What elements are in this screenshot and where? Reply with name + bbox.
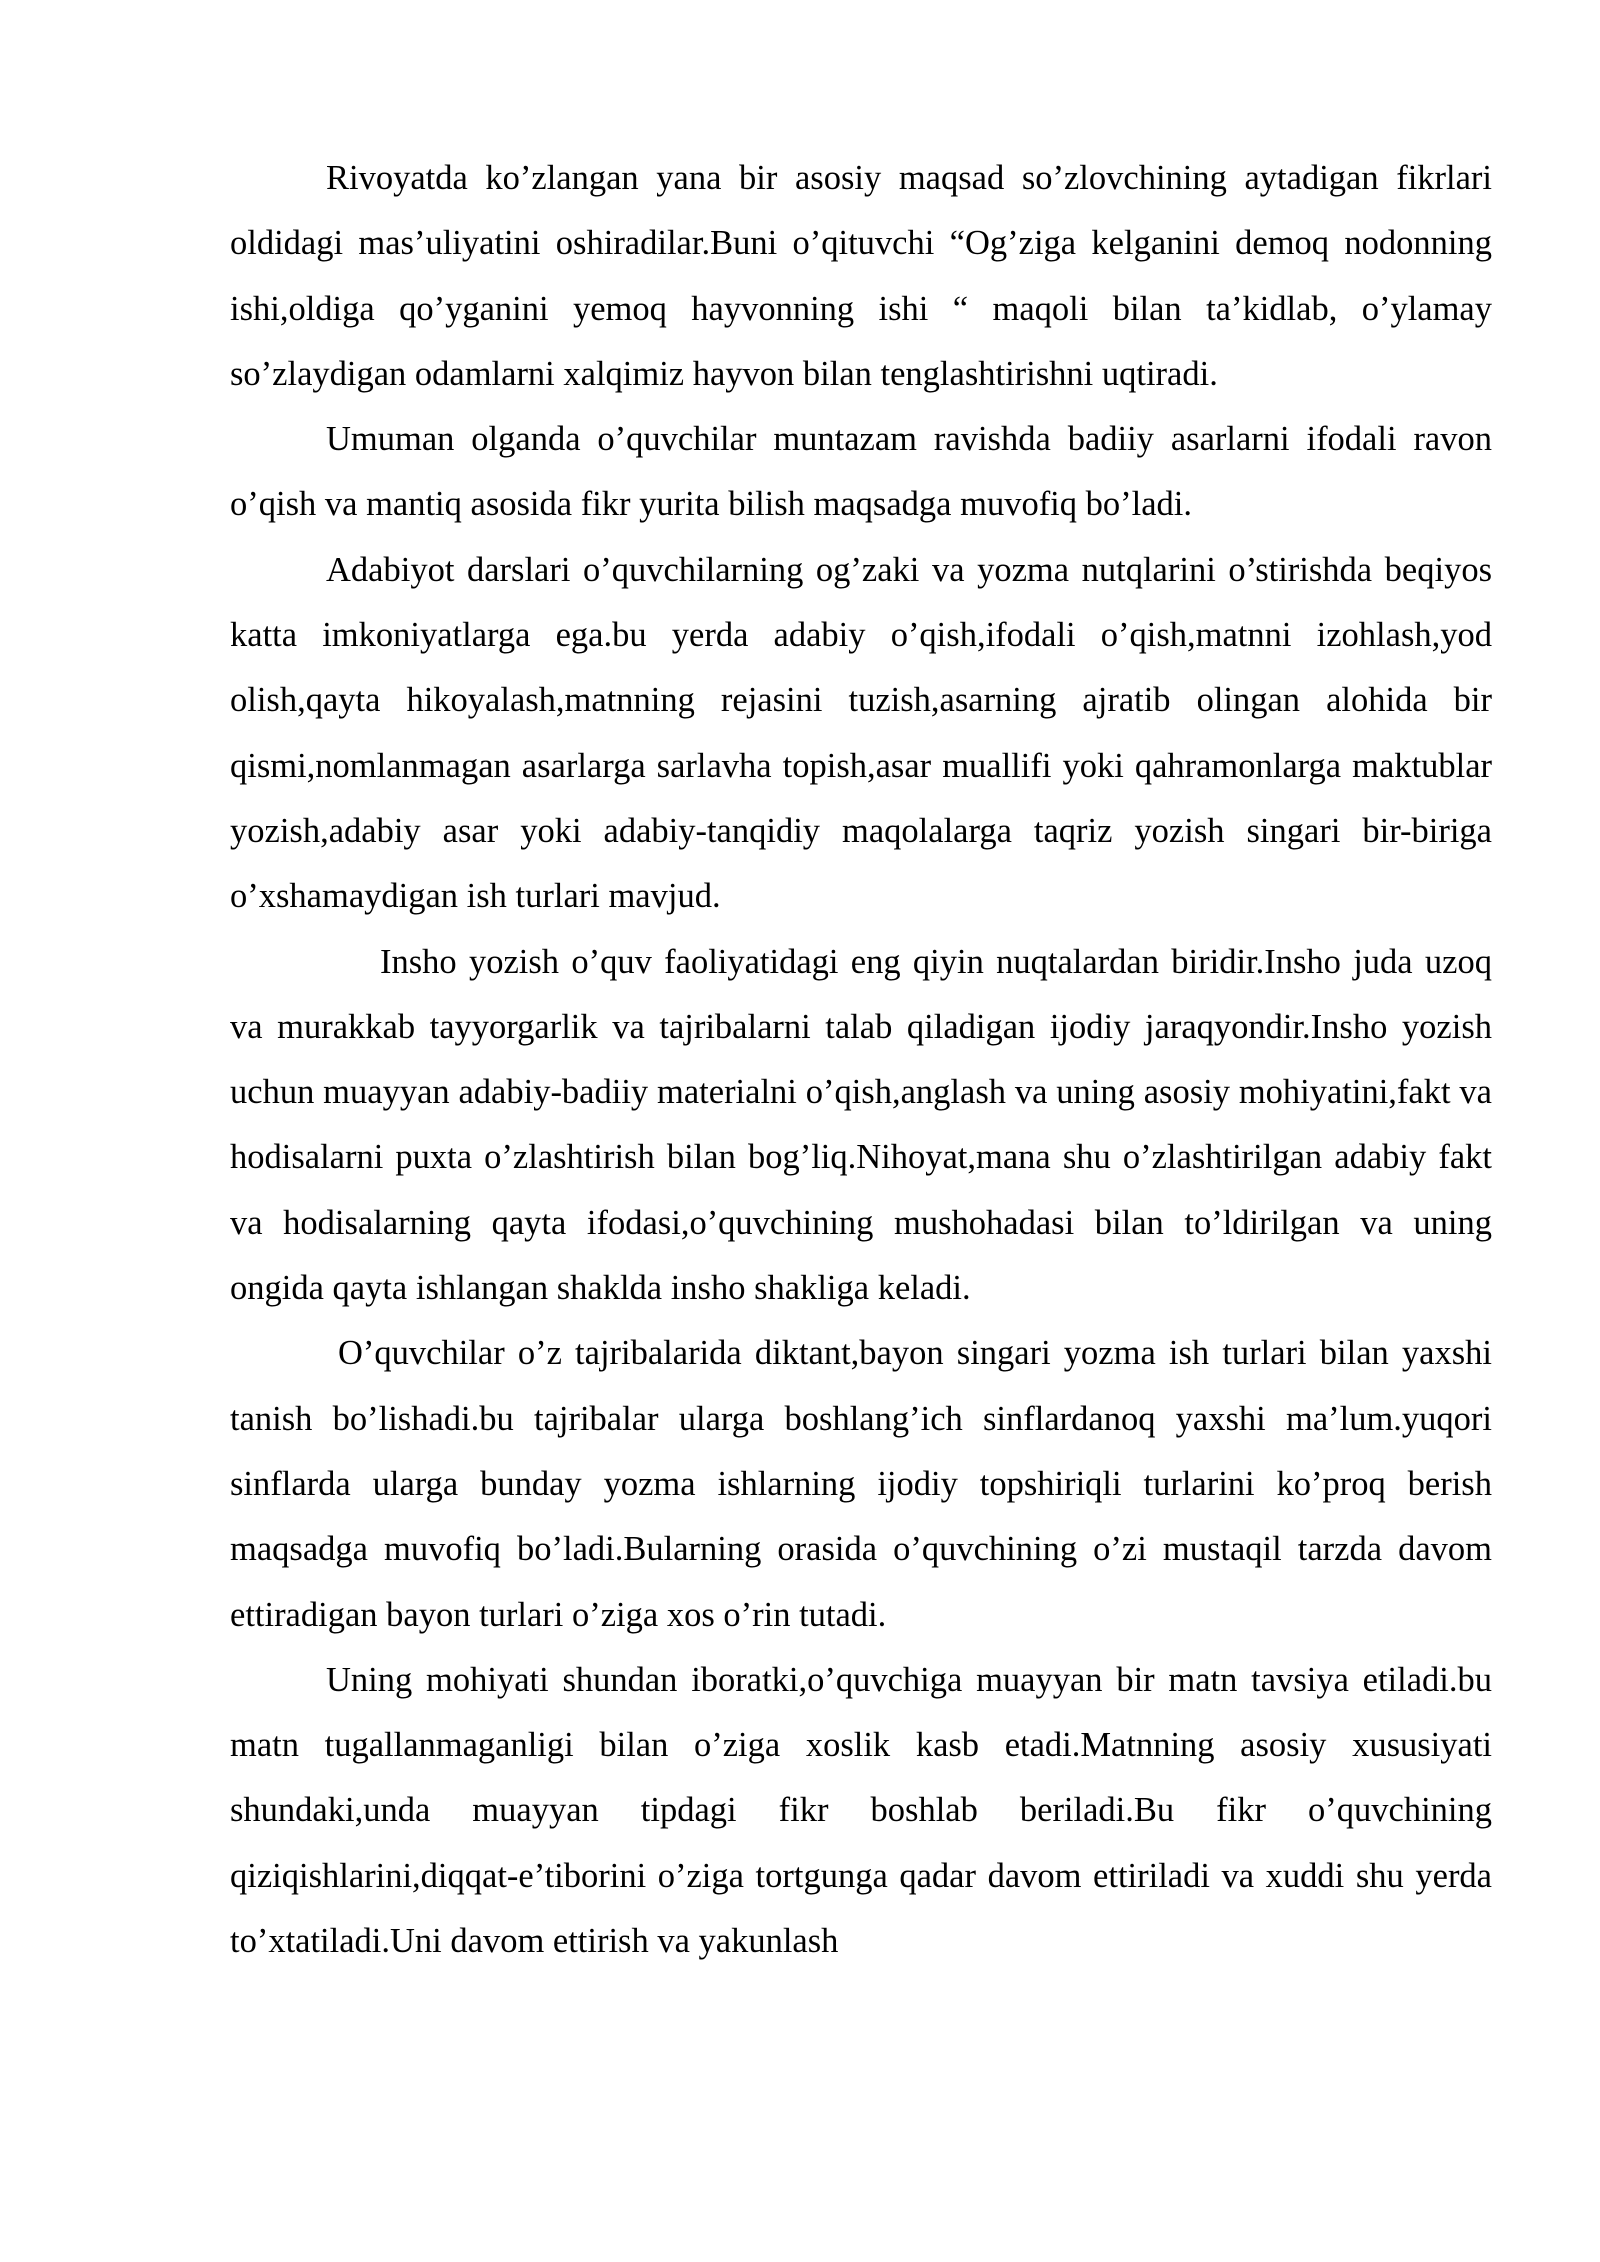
paragraph-umuman: Umuman olganda o’quvchilar muntazam ravishda badiiy asarlarni ifodali ravon o’qish va mantiq asosida fikr yurita bilish maqsadga muvofiq bo’ladi.	[230, 420, 1492, 524]
paragraph-uning: Uning mohiyati shundan iboratki,o’quvchiga muayyan bir matn tavsiya etiladi.bu matn tugallanmaganligi bilan o’ziga xoslik kasb etadi.Matnning asosiy xususiyati shundaki,unda muayyan tipdagi fikr boshlab beriladi.Bu fikr o’quvchining qiziqishlarini,diqqat-e’tiborini o’ziga tortgunga qadar davom ettiriladi va xuddi shu yerda to’xtatiladi.Uni davom ettirish va yakunlash	[230, 1660, 1492, 1961]
document-body	[230, 146, 1492, 1974]
paragraph-oquvchilar: O’quvchilar o’z tajribalarida diktant,bayon singari yozma ish turlari bilan yaxshi tanish bo’lishadi.bu tajribalar ularga boshlang’ich sinflardanoq yaxshi ma’lum.yuqori sinflarda ularga bunday yozma ishlarning ijodiy topshiriqli turlarini ko’proq berish maqsadga muvofiq bo’ladi.Bularning orasida o’quvchining o’zi mustaqil tarzda davom ettiradigan bayon turlari o’ziga xos o’rin tutadi.	[230, 1334, 1492, 1634]
paragraph-rivoyatda: Rivoyatda ko’zlangan yana bir asosiy maqsad so’zlovchining aytadigan fikrlari oldidagi mas’uliyatini oshiradilar.Buni o’qituvchi “Og’ziga kelganini demoq nodonning ishi,oldiga qo’yganini yemoq hayvonning ishi “ maqoli bilan ta’kidlab, o’ylamay so’zlaydigan odamlarni xalqimiz hayvon bilan tenglashtirishni uqtiradi.	[230, 159, 1492, 393]
paragraph-insho: Insho yozish o’quv faoliyatidagi eng qiyin nuqtalardan biridir.Insho juda uzoq va murakkab tayyorgarlik va tajribalarni talab qiladigan ijodiy jaraqyondir.Insho yozish uchun muayyan adabiy-badiiy materialni o’qish,anglash va uning asosiy mohiyatini,fakt va hodisalarni puxta o’zlashtirish bilan bog’liq.Nihoyat,mana shu o’zlashtirilgan adabiy fakt va hodisalarning qayta ifodasi,o’quvchining mushohadasi bilan to’ldirilgan va uning ongida qayta ishlangan shaklda insho shakliga keladi.	[230, 942, 1492, 1308]
paragraph-adabiyot: Adabiyot darslari o’quvchilarning og’zaki va yozma nutqlarini o’stirishda beqiyos katta imkoniyatlarga ega.bu yerda adabiy o’qish,ifodali o’qish,matnni izohlash,yod olish,qayta hikoyalash,matnning rejasini tuzish,asarning ajratib olingan alohida bir qismi,nomlanmagan asarlarga sarlavha topish,asar muallifi yoki qahramonlarga maktublar yozish,adabiy asar yoki adabiy-tanqidiy maqolalarga taqriz yozish singari bir-biriga o’xshamaydigan ish turlari mavjud.	[230, 550, 1492, 916]
